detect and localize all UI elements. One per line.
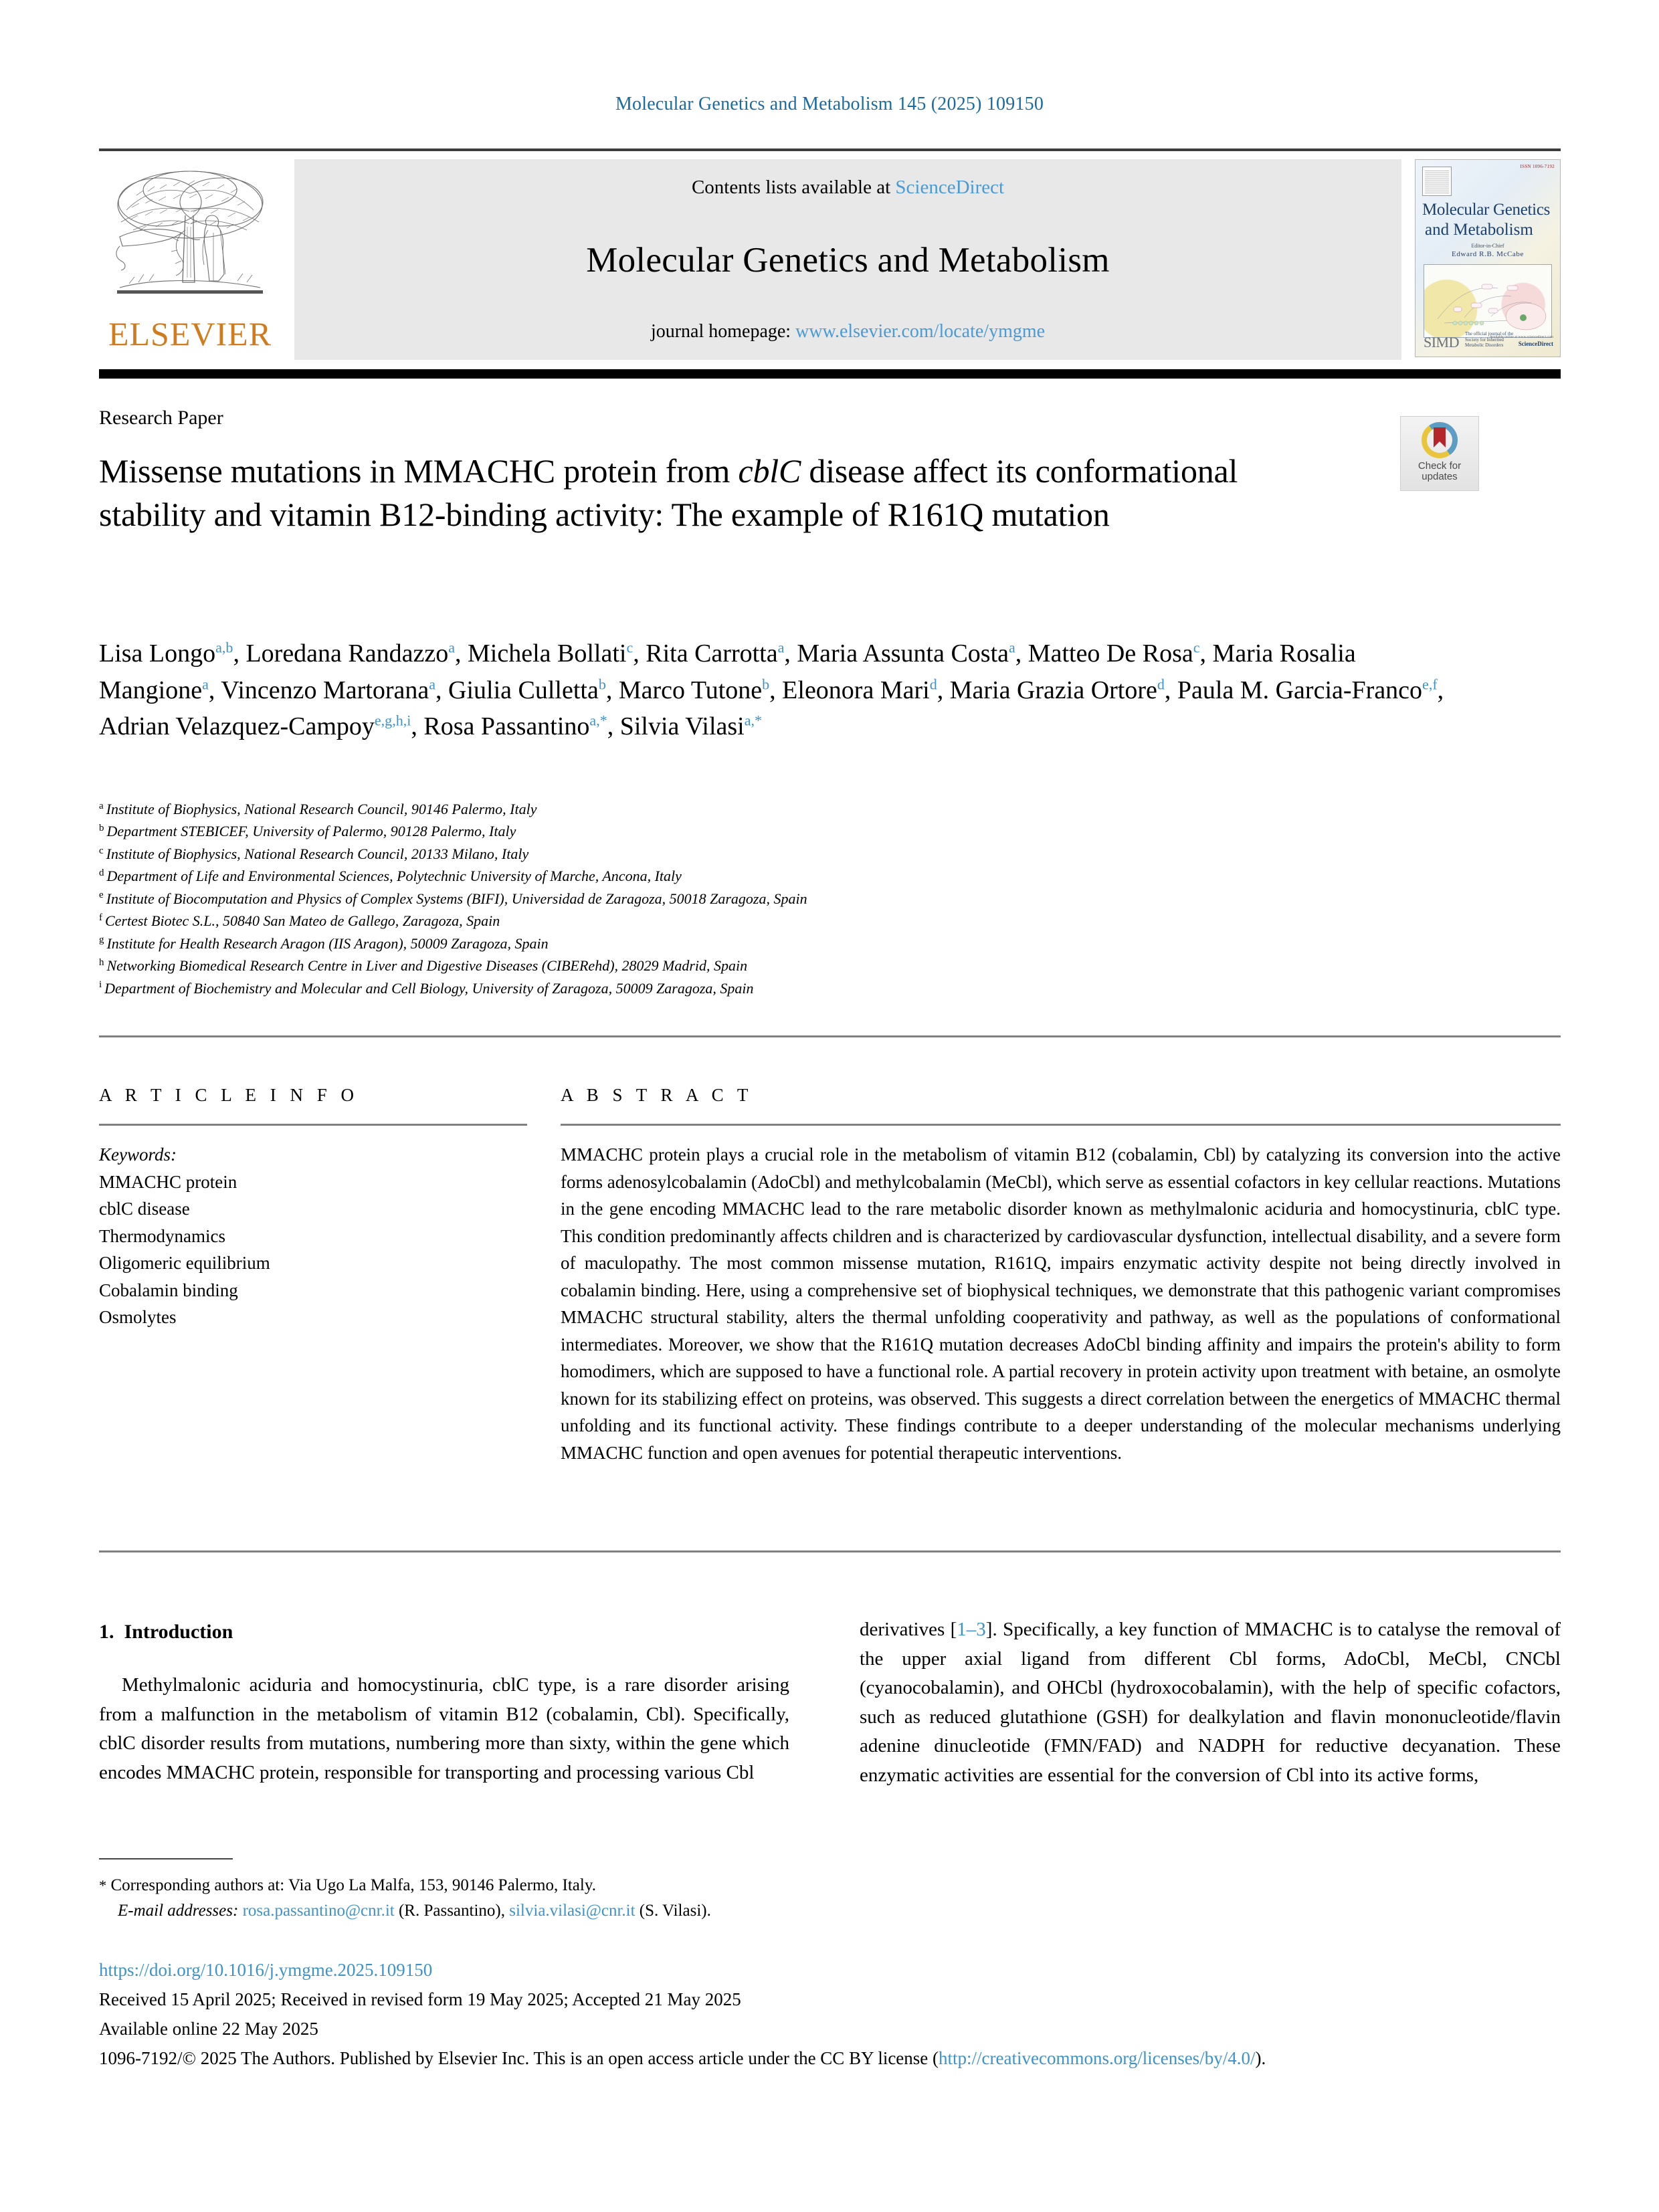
copyright-tail: ). xyxy=(1255,2048,1266,2068)
section-title: Introduction xyxy=(124,1621,233,1643)
body-text-suffix: ]. Specifically, a key function of MMACHC is to catalyse the removal of the upper axial ligand from different Cbl forms, AdoCbl, MeCbl, CNCbl (cyanocobalamin), and OHCbl (hydroxocobalamin), with the help of specific cofactors, such as reduced glutathione (GSH) for dealkylation and flavin mononucleotide/flavin adenine dinucleotide (FMN/FAD) and NADPH for reductive decyanation. These enzymatic activities are essential for the conversion of Cbl into its active forms, xyxy=(860,1619,1561,1786)
journal-cover-thumbnail xyxy=(1415,159,1561,357)
author: Marco Tutone$^b$, xyxy=(618,676,783,704)
citation-link[interactable]: 1–3 xyxy=(957,1619,986,1640)
abstract-text: MMACHC protein plays a crucial role in the metabolism of vitamin B12 (cobalamin, Cbl) by catalyzing its conversion into the active forms adenosylcobalamin (AdoCbl) and methylcobalamin (MeCbl), which serve as essential cofactors in key cellular reactions. Mutations in the gene encoding MMACHC lead to the rare metabolic disorder known as methylmalonic aciduria and homocystinuria, cblC type. This condition predominantly affects children and is characterized by cardiovascular dysfunction, intellectual disability, and a severe form of maculopathy. The most common missense mutation, R161Q, impairs enzymatic activity despite not being directly involved in cobalamin binding. Here, using a comprehensive set of biophysical techniques, we demonstrate that this pathogenic variant compromises MMACHC structural stability, alters the thermal unfolding cooperativity and pathway, as well as the populations of conformational intermediates. Moreover, we show that the R161Q mutation decreases AdoCbl binding affinity and impairs the protein's ability to form homodimers, which are supposed to have a functional role. A partial recovery in protein activity upon treatment with betaine, an osmolyte known for its stabilizing effect on proteins, was observed. This suggests a direct correlation between the energetics of MMACHC thermal unfolding and its functional activity. These findings contribute to a deeper understanding of the molecular mechanisms underlying MMACHC function and open avenues for potential therapeutic interventions. xyxy=(561,1144,1561,1463)
author: Eleonora Mari$^d$, xyxy=(782,676,950,704)
crossmark-line1: Check for xyxy=(1418,460,1462,472)
homepage-line xyxy=(651,321,1045,342)
affiliation-list xyxy=(99,798,1370,999)
email-owner-1: (R. Passantino), xyxy=(398,1902,505,1920)
author-affil-marks: a xyxy=(448,639,456,656)
masthead-top-rule xyxy=(99,148,1561,151)
title-part-1: Missense mutations in MMACHC protein from xyxy=(99,452,739,490)
author: Rosa Passantino$^{a,*}$, xyxy=(423,712,620,741)
elsevier-wordmark: ELSEVIER xyxy=(108,315,272,353)
author-affil-marks: a,* xyxy=(744,712,763,729)
email-link-vilasi[interactable]: silvia.vilasi@cnr.it xyxy=(509,1902,636,1920)
cover-pathway-figure xyxy=(1424,264,1552,338)
author-affil-marks: a,* xyxy=(589,712,607,729)
author: Rita Carrotta$^a$, xyxy=(646,639,797,668)
crossmark-icon xyxy=(1420,421,1459,460)
affiliation-item: $^b$ Department STEBICEF, University of Palermo, 90128 Palermo, Italy xyxy=(99,823,516,840)
affiliation-mark: f xyxy=(99,912,102,923)
article-type: Research Paper xyxy=(99,407,223,429)
author-affil-marks: c xyxy=(1193,639,1200,656)
author-affil-marks: a xyxy=(777,639,785,656)
journal-title: Molecular Genetics and Metabolism xyxy=(586,240,1110,280)
divider-below-abstract xyxy=(99,1550,1561,1552)
page-title xyxy=(99,449,1350,536)
copyright-text: 1096-7192/© 2025 The Authors. Published by Elsevier Inc. This is an open access article under the CC BY license ( xyxy=(99,2048,939,2068)
author-affil-marks: a,b xyxy=(215,639,233,656)
affiliation-item: $^c$ Institute of Biophysics, National Research Council, 20133 Milano, Italy xyxy=(99,845,529,862)
keywords-label: Keywords: xyxy=(99,1144,177,1165)
homepage-prefix: journal homepage: xyxy=(650,321,796,342)
crossmark-line2: updates xyxy=(1422,470,1458,482)
author: Adrian Velazquez-Campoy$^{e,g,h,i}$, xyxy=(99,712,424,741)
affiliation-mark: d xyxy=(99,867,104,878)
divider-above-article-info xyxy=(99,1035,1561,1037)
available-online-date: Available online 22 May 2025 xyxy=(99,2019,318,2039)
affiliation-item: $^h$ Networking Biomedical Research Centre in Liver and Digestive Diseases (CIBERehd), 28029 Madrid, Spain xyxy=(99,957,748,975)
author-affil-marks: a xyxy=(429,676,436,693)
title-italic-term: cblC xyxy=(738,452,801,490)
author-affil-marks: e,f xyxy=(1422,676,1438,693)
elsevier-logo xyxy=(99,159,281,360)
author: Maria Grazia Ortore$^d$, xyxy=(949,676,1177,704)
email-label: E-mail addresses: xyxy=(118,1902,239,1920)
author: Matteo De Rosa$^c$, xyxy=(1028,639,1213,668)
corresponding-address: Corresponding authors at: Via Ugo La Malfa, 153, 90146 Palermo, Italy. xyxy=(110,1876,596,1894)
affiliation-item: $^i$ Department of Biochemistry and Molecular and Cell Biology, University of Zaragoza, 50009 Zaragoza, Spain xyxy=(99,979,754,997)
contents-prefix: Contents lists available at xyxy=(691,177,896,198)
divider-article-info xyxy=(99,1124,527,1126)
divider-abstract xyxy=(561,1124,1561,1126)
received-dates: Received 15 April 2025; Received in revised form 19 May 2025; Accepted 21 May 2025 xyxy=(99,1989,741,2009)
author: Lisa Longo$^{a,b}$, xyxy=(99,639,246,668)
body-paragraph: Methylmalonic aciduria and homocystinuria, cblC type, is a rare disorder arising from a malfunction in the metabolism of vitamin B12 (cobalamin, Cbl). Specifically, cblC disorder results from mutations, numbering more than sixty, within the gene which encodes MMACHC protein, responsible for transporting and processing various Cbl xyxy=(99,1674,789,1783)
cover-issn: ISSN 1096-7192 xyxy=(1520,164,1555,169)
author: Vincenzo Martorana$^a$, xyxy=(221,676,449,704)
affiliation-item: $^g$ Institute for Health Research Aragon (IIS Aragon), 50009 Zaragoza, Spain xyxy=(99,934,549,952)
author: Paula M. Garcia-Franco$^{e,f}$, xyxy=(1177,676,1444,704)
affiliation-mark: i xyxy=(99,979,102,991)
affiliation-mark: h xyxy=(99,957,104,968)
elsevier-tree-icon xyxy=(106,163,274,316)
affiliation-mark: g xyxy=(99,934,104,946)
keyword-item: cblC disease xyxy=(99,1199,190,1219)
keyword-item: Cobalamin binding xyxy=(99,1280,238,1300)
affiliation-item: $^a$ Institute of Biophysics, National Research Council, 90146 Palermo, Italy xyxy=(99,800,537,817)
affiliation-mark: e xyxy=(99,890,104,901)
journal-masthead xyxy=(99,148,1561,379)
crossmark-badge[interactable] xyxy=(1400,416,1479,491)
author-affil-marks: e,g,h,i xyxy=(374,712,411,729)
cover-availability: Available online at www.sciencedirect.com xyxy=(1489,335,1553,339)
body-column-left xyxy=(99,1671,789,1787)
title-part-2: disease affect its conformational stability and vitamin B12-binding activity: The example of R161Q mutation xyxy=(99,452,1238,533)
email-link-passantino[interactable]: rosa.passantino@cnr.it xyxy=(242,1902,395,1920)
cover-simd-logo: SIMD xyxy=(1424,334,1460,350)
corresponding-author-note xyxy=(99,1873,1036,1924)
homepage-link[interactable]: www.elsevier.com/locate/ymgme xyxy=(795,321,1046,342)
contents-line xyxy=(692,177,1004,199)
keyword-item: MMACHC protein xyxy=(99,1171,237,1192)
author: Giulia Culletta$^b$, xyxy=(448,676,619,704)
doi-link[interactable]: https://doi.org/10.1016/j.ymgme.2025.109150 xyxy=(99,1960,433,1980)
abstract-heading: A B S T R A C T xyxy=(561,1085,753,1105)
affiliation-item: $^e$ Institute of Biocomputation and Physics of Complex Systems (BIFI), Universidad de Zaragoza, 50018 Zaragoza, Spain xyxy=(99,890,807,907)
author-affil-marks: a xyxy=(1009,639,1015,656)
cover-society-subtitle: The official journal of the Society for Inherited Metabolic Disorders xyxy=(1465,330,1514,348)
author-affil-marks: b xyxy=(762,676,770,693)
footnote-rule xyxy=(99,1858,233,1859)
sciencedirect-link[interactable]: ScienceDirect xyxy=(895,177,1005,198)
author-affil-marks: a xyxy=(202,676,209,693)
section-number: 1. xyxy=(99,1621,114,1643)
article-info-heading: A R T I C L E I N F O xyxy=(99,1085,359,1105)
cover-title-line2: and Metabolism xyxy=(1425,221,1533,239)
cover-editor-name: Edward R.B. McCabe xyxy=(1452,250,1524,258)
author: Silvia Vilasi$^{a,*}$ xyxy=(619,712,763,741)
keyword-item: Thermodynamics xyxy=(99,1225,225,1246)
email-line xyxy=(99,1898,1036,1924)
cover-editor-label: Editor-in-Chief xyxy=(1471,243,1504,249)
affiliation-mark: b xyxy=(99,823,104,834)
corresponding-line xyxy=(99,1873,1036,1898)
author: Michela Bollati$^c$, xyxy=(468,639,646,668)
body-column-right xyxy=(860,1615,1561,1790)
cover-sciencedirect: ScienceDirect xyxy=(1518,340,1553,347)
section-heading-introduction xyxy=(99,1621,233,1643)
email-owner-2: (S. Vilasi). xyxy=(639,1902,711,1920)
author-affil-marks: b xyxy=(598,676,606,693)
author: Loredana Randazzo$^a$, xyxy=(246,639,468,668)
affiliation-item: $^d$ Department of Life and Environmental Sciences, Polytechnic University of Marche, Ancona, Italy xyxy=(99,867,682,885)
license-link[interactable]: http://creativecommons.org/licenses/by/4.0/ xyxy=(939,2048,1256,2068)
author-affil-marks: c xyxy=(626,639,633,656)
affiliation-item: $^f$ Certest Biotec S.L., 50840 San Mateo de Gallego, Zaragoza, Spain xyxy=(99,912,500,930)
keyword-item: Oligomeric equilibrium xyxy=(99,1253,270,1273)
running-head: Molecular Genetics and Metabolism 145 (2025) 109150 xyxy=(615,94,1044,114)
cover-title-line1: Molecular Genetics xyxy=(1422,201,1551,219)
author-affil-marks: d xyxy=(1157,676,1165,693)
body-text-prefix: derivatives [ xyxy=(860,1619,957,1640)
cover-elsevier-mark xyxy=(1422,167,1452,196)
author: Maria Assunta Costa$^a$, xyxy=(797,639,1028,668)
keyword-item: Osmolytes xyxy=(99,1307,177,1327)
author-affil-marks: d xyxy=(929,676,937,693)
affiliation-mark: a xyxy=(99,800,104,811)
copyright-line xyxy=(99,2048,1571,2069)
keywords-block xyxy=(99,1141,527,1331)
author: Maria Rosalia Mangione$^a$, xyxy=(99,639,1356,704)
masthead-band xyxy=(294,159,1401,360)
corresponding-star: * xyxy=(99,1877,107,1894)
author-list xyxy=(99,635,1477,745)
masthead-bottom-rule xyxy=(99,369,1561,379)
body-paragraph xyxy=(860,1615,1561,1790)
crossmark-label xyxy=(1418,461,1461,482)
affiliation-mark: c xyxy=(99,845,104,856)
